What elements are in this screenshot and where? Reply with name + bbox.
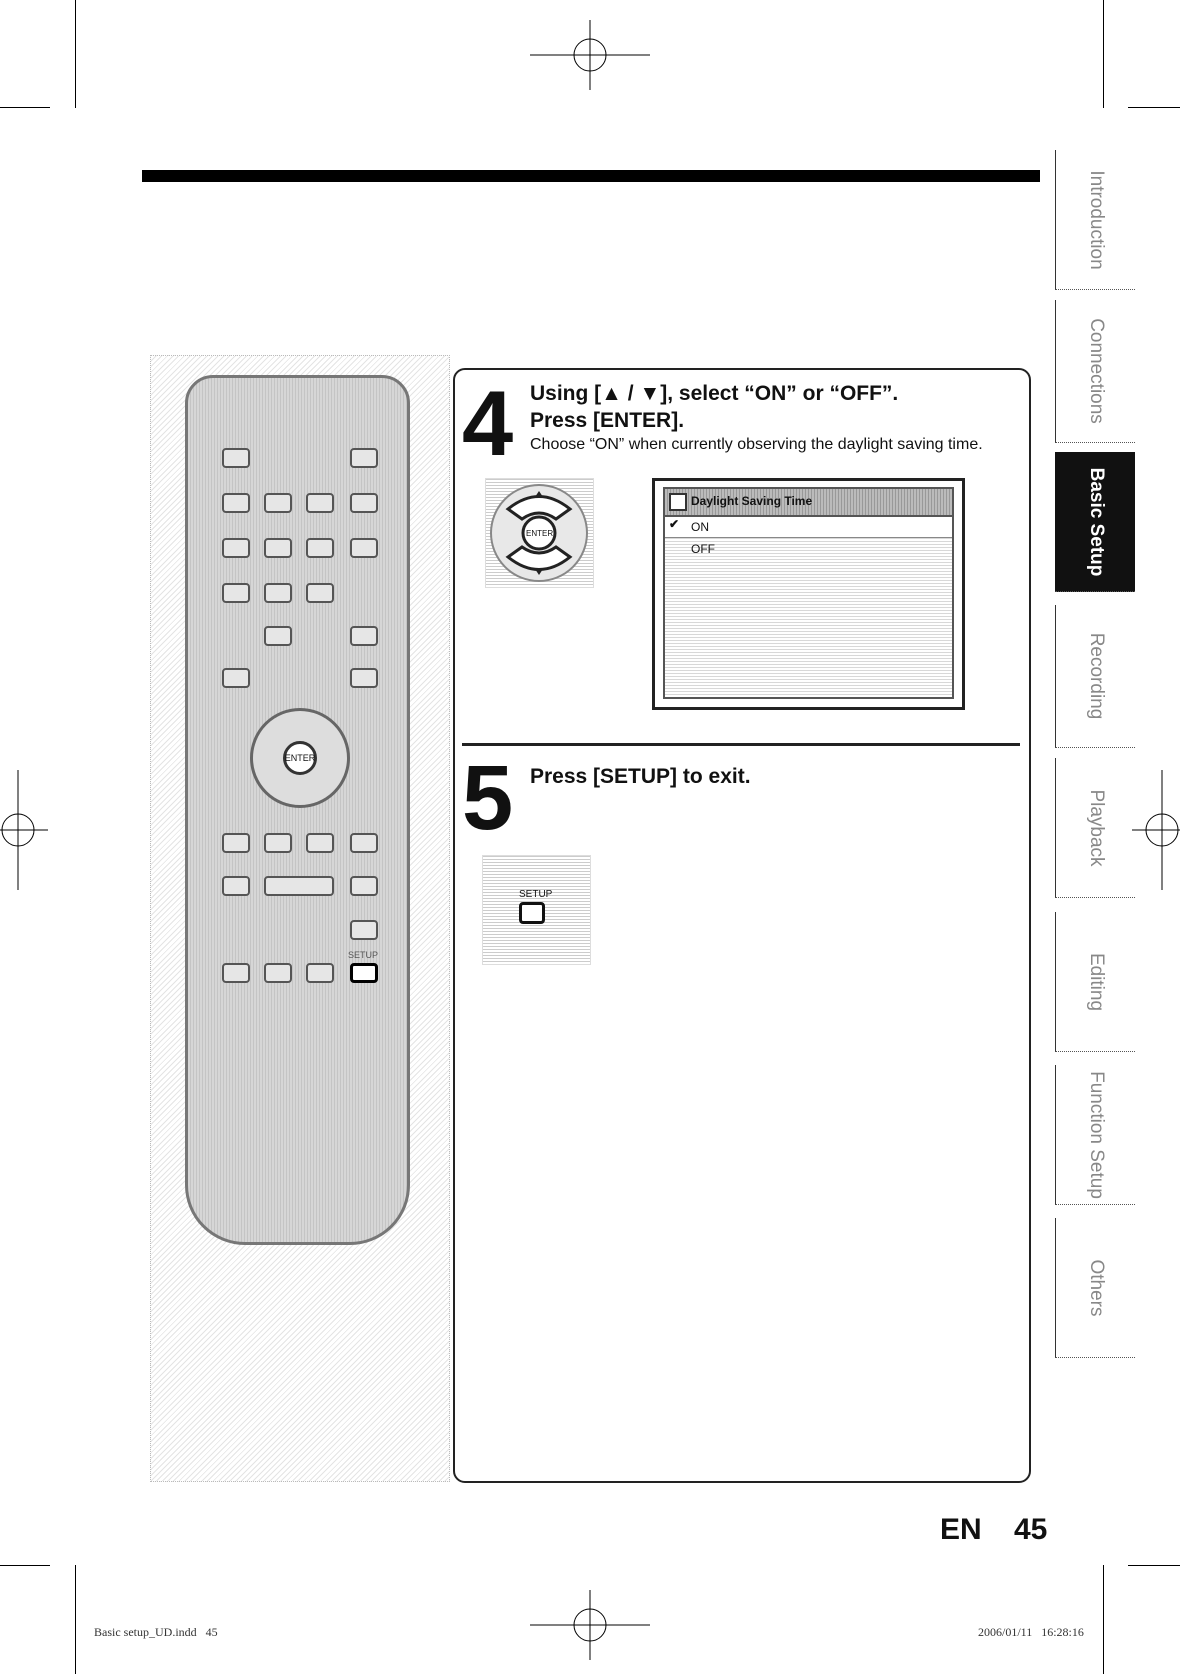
remote-control-illustration: [185, 375, 410, 1245]
tab-editing: [1055, 912, 1135, 1052]
remote-button: [264, 538, 292, 558]
crop-mark: [1128, 107, 1180, 108]
print-file-name: Basic setup_UD.indd 45: [94, 1625, 218, 1639]
remote-button: [222, 493, 250, 513]
osd-option-off: [665, 539, 952, 559]
power-button: [350, 448, 378, 468]
osd-header: [665, 489, 952, 517]
remote-dpad: [250, 708, 350, 808]
remote-button: [350, 920, 378, 940]
remote-button: [350, 833, 378, 853]
tab-label: Others: [1085, 1258, 1107, 1317]
remote-button: [264, 833, 292, 853]
remote-button: [264, 583, 292, 603]
remote-button: [222, 538, 250, 558]
remote-button: [222, 876, 250, 896]
step-5-number: 5: [462, 747, 514, 849]
remote-button: [350, 626, 378, 646]
osd-menu: [663, 487, 954, 699]
tab-playback: [1055, 758, 1135, 898]
setup-button-thumbnail: [482, 855, 591, 965]
crop-mark: [0, 1565, 50, 1566]
remote-setup-label: SETUP: [348, 950, 379, 960]
remote-button: [264, 963, 292, 983]
remote-button: [222, 668, 250, 688]
remote-button: [222, 583, 250, 603]
step-4-description: Choose “ON” when currently observing the daylight saving time.: [530, 436, 983, 453]
tab-label: Recording: [1085, 632, 1107, 720]
registration-mark-bottom: [530, 1590, 650, 1660]
crop-mark: [1103, 0, 1104, 108]
header-rule: [142, 170, 1040, 182]
crop-mark: [75, 0, 76, 108]
step-divider: [462, 743, 1020, 746]
remote-button: [264, 626, 292, 646]
tab-label: Basic Setup: [1085, 467, 1107, 576]
osd-option-label: OFF: [691, 542, 715, 556]
step-5-title: Press [SETUP] to exit.: [530, 765, 751, 788]
step-4-title-line2: Press [ENTER].: [530, 409, 685, 432]
dpad-enter-label: ENTER: [526, 529, 554, 538]
remote-button: [306, 963, 334, 983]
remote-button: [222, 833, 250, 853]
setup-button-icon: [519, 902, 545, 924]
dpad-thumbnail: [485, 478, 594, 588]
checkmark-icon: ✔: [669, 517, 680, 531]
remote-button: [222, 448, 250, 468]
tab-label: Introduction: [1085, 169, 1107, 270]
remote-button: [306, 538, 334, 558]
registration-mark-top: [530, 20, 650, 90]
page-number: 45: [1014, 1513, 1048, 1546]
remote-button: [350, 876, 378, 896]
step-4-number: 4: [462, 373, 514, 475]
remote-button: [350, 668, 378, 688]
setup-thumb-label: SETUP: [519, 889, 553, 900]
print-timestamp: 2006/01/11 16:28:16: [978, 1625, 1084, 1639]
tab-basic-setup: [1055, 452, 1135, 592]
remote-button: [306, 583, 334, 603]
tab-label: Playback: [1085, 788, 1107, 867]
tab-label: Connections: [1085, 318, 1107, 424]
remote-enter-button: ENTER: [283, 741, 317, 775]
remote-button: [306, 833, 334, 853]
tab-function-setup: [1055, 1065, 1135, 1205]
osd-title: Daylight Saving Time: [691, 494, 813, 508]
remote-button: [350, 493, 378, 513]
registration-mark-right: [1132, 770, 1180, 890]
osd-option-on: [665, 517, 952, 538]
tab-recording: [1055, 605, 1135, 748]
remote-button: [222, 963, 250, 983]
crop-mark: [75, 1565, 76, 1674]
tab-label: Editing: [1085, 952, 1107, 1011]
crop-mark: [1128, 1565, 1180, 1566]
osd-screen: [652, 478, 965, 710]
tab-others: [1055, 1218, 1135, 1358]
tab-connections: [1055, 300, 1135, 443]
tab-label: Function Setup: [1085, 1070, 1107, 1199]
tab-introduction: [1055, 150, 1135, 290]
osd-menu-icon: [669, 493, 687, 511]
osd-option-label: ON: [691, 520, 709, 534]
page-footer-lang: EN: [940, 1513, 982, 1546]
crop-mark: [1103, 1565, 1104, 1674]
crop-mark: [0, 107, 50, 108]
remote-button: [264, 493, 292, 513]
remote-button: [306, 493, 334, 513]
step-4-title: [530, 380, 1010, 434]
remote-button: [350, 538, 378, 558]
step-4-title-line1: Using [▲ / ▼], select “ON” or “OFF”.: [530, 382, 899, 405]
remote-setup-button: [350, 963, 378, 983]
remote-button: [264, 876, 334, 896]
registration-mark-left: [0, 770, 48, 890]
